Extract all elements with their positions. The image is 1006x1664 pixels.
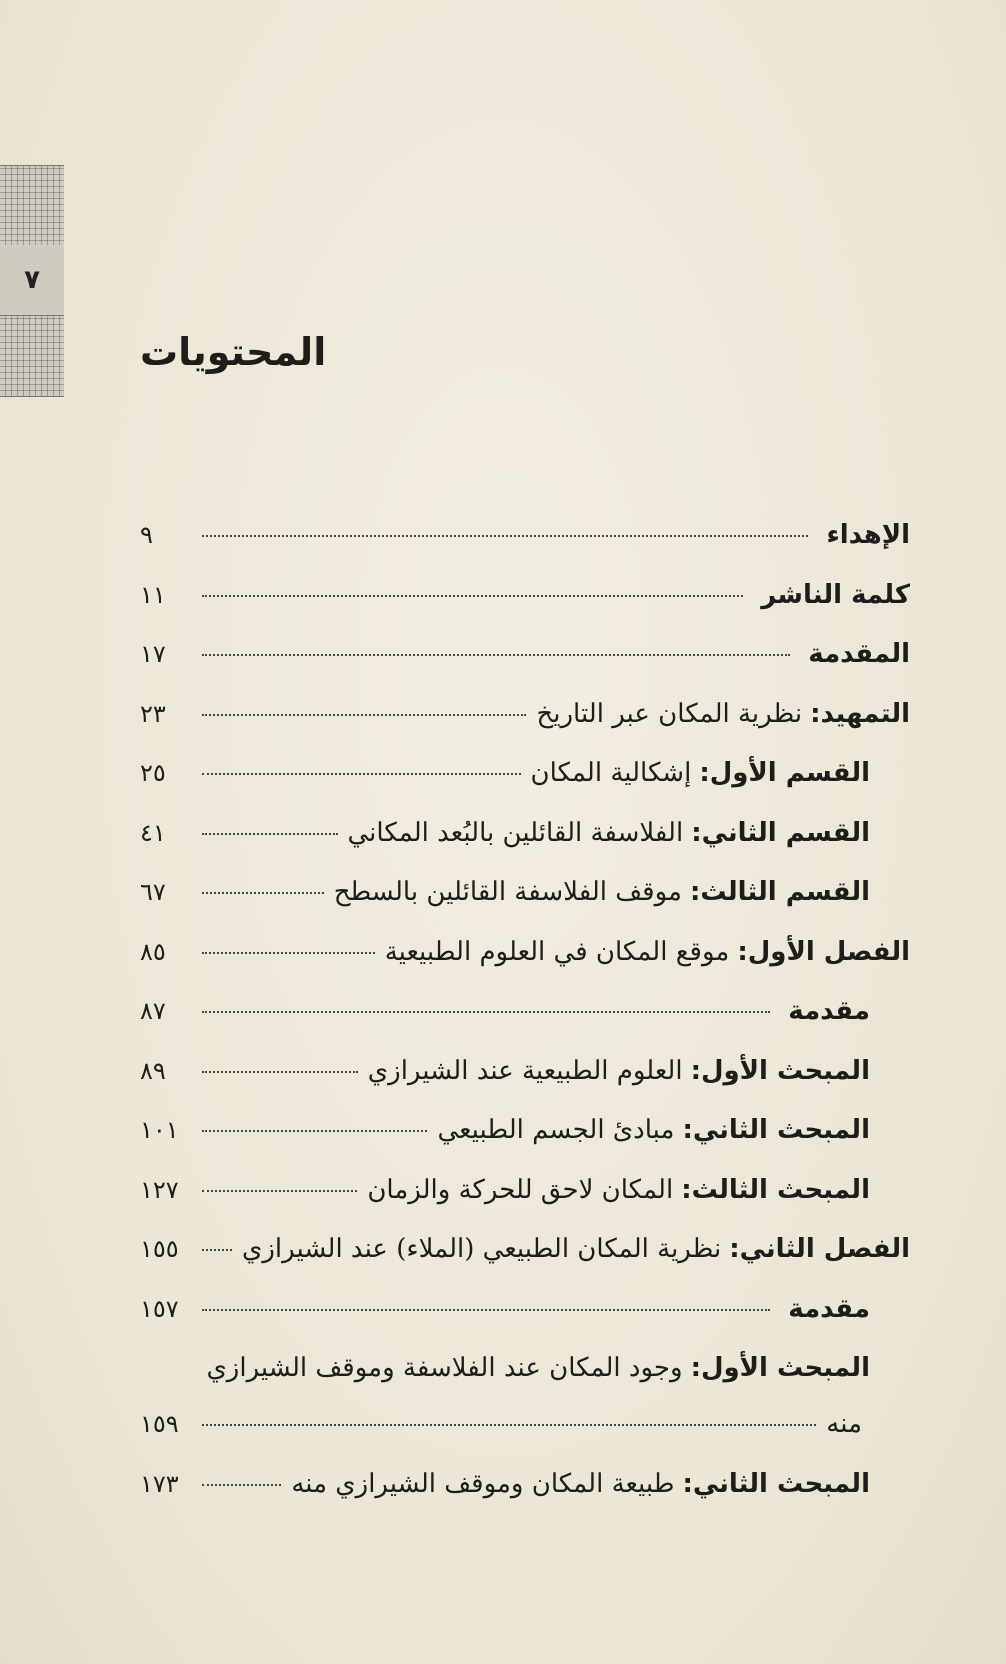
dot-leader [202, 1484, 281, 1486]
toc-entry-title: إشكالية المكان [530, 758, 692, 788]
toc-entry [140, 937, 910, 997]
toc-entry-page: ٤١ [140, 818, 166, 847]
toc-entry-label: الإهداء [826, 520, 910, 550]
toc-entry-page: ١٥٧ [140, 1294, 179, 1323]
toc-entry-page: ١٢٧ [140, 1175, 179, 1204]
toc-entry [140, 1115, 910, 1175]
toc-entry-page: ٦٧ [140, 878, 166, 906]
dot-leader [202, 714, 526, 716]
side-tab [0, 165, 64, 395]
toc-entry-page: ١٧٣ [140, 1469, 179, 1498]
dot-leader [202, 1130, 427, 1132]
dot-leader [202, 1249, 232, 1251]
toc-entry-title: موقع المكان في العلوم الطبيعية [384, 936, 730, 967]
toc-entry [140, 1234, 910, 1294]
toc-entry-title: العلوم الطبيعية عند الشيرازي [367, 1055, 683, 1086]
toc-entry-label: المقدمة [808, 639, 910, 669]
toc-entry-page: ٢٣ [140, 699, 166, 728]
toc-entry [140, 758, 910, 818]
toc-entry-title: مبادئ الجسم الطبيعي [437, 1115, 675, 1145]
dot-leader [202, 833, 338, 835]
toc-entry [140, 877, 910, 937]
toc-entry-title: الفلاسفة القائلين بالبُعد المكاني [347, 817, 684, 848]
toc-entry-title: موقف الفلاسفة القائلين بالسطح [333, 877, 682, 907]
toc-entry [140, 520, 910, 580]
toc-entry-page: ٨٧ [140, 997, 166, 1025]
page-number: ٧ [0, 245, 64, 315]
dot-leader [202, 952, 375, 954]
dot-leader [202, 1424, 816, 1426]
toc-entry-title: نظرية المكان الطبيعي (الملاء) عند الشيرازي [242, 1234, 722, 1264]
dot-leader [202, 595, 743, 597]
toc-entry [140, 1409, 910, 1469]
toc-entry-title: وجود المكان عند الفلاسفة وموقف الشيرازي [206, 1353, 683, 1383]
toc-entry-label: الفصل الثاني: [729, 1234, 910, 1264]
toc-entry-label: التمهيد: [810, 698, 910, 729]
toc-entry-page: ١١ [140, 580, 166, 609]
toc-entry-page: ١٧ [140, 640, 166, 668]
toc-entry-title: منه [826, 1409, 862, 1439]
toc-entry-page: ١٠١ [140, 1116, 179, 1144]
toc-entry-page: ٩ [140, 521, 153, 549]
dot-leader [202, 1190, 357, 1192]
toc-entry [140, 1056, 910, 1116]
toc-entry-label: المبحث الأول: [690, 1055, 870, 1086]
toc-entry-title: نظرية المكان عبر التاريخ [536, 698, 803, 729]
toc-entry-page: ٨٩ [140, 1056, 166, 1085]
toc-entry-page: ١٥٥ [140, 1235, 179, 1263]
page-title: المحتويات [140, 330, 327, 374]
toc-entry-label: القسم الثالث: [689, 877, 870, 907]
dot-leader [202, 773, 521, 775]
toc-entry-label: الفصل الأول: [737, 936, 910, 967]
toc-entry-label: القسم الأول: [699, 758, 870, 788]
toc-entry-label: المبحث الثالث: [681, 1174, 870, 1205]
dot-leader [202, 1011, 770, 1013]
ornament-bottom-icon [0, 315, 64, 397]
toc-entry-label: المبحث الثاني: [682, 1468, 870, 1499]
toc-entry-page: ١٥٩ [140, 1410, 179, 1438]
toc-entry [140, 818, 910, 878]
table-of-contents [140, 520, 910, 1528]
toc-entry [140, 1175, 910, 1235]
toc-entry [140, 1469, 910, 1529]
toc-entry [140, 1353, 910, 1409]
toc-entry-title: المكان لاحق للحركة والزمان [367, 1174, 674, 1205]
toc-entry [140, 996, 910, 1056]
dot-leader [202, 892, 324, 894]
dot-leader [202, 1309, 770, 1311]
toc-entry-label: المبحث الثاني: [682, 1115, 870, 1145]
dot-leader [202, 535, 808, 537]
toc-entry-label: مقدمة [788, 1293, 870, 1324]
toc-entry-label: القسم الثاني: [691, 817, 870, 848]
toc-entry [140, 699, 910, 759]
toc-entry-title: طبيعة المكان وموقف الشيرازي منه [291, 1468, 675, 1499]
dot-leader [202, 654, 790, 656]
toc-entry-page: ٢٥ [140, 759, 166, 787]
toc-entry-page: ٨٥ [140, 937, 166, 966]
toc-entry-label: المبحث الأول: [690, 1353, 870, 1383]
toc-entry [140, 1294, 910, 1354]
toc-entry [140, 639, 910, 699]
toc-entry [140, 580, 910, 640]
ornament-top-icon [0, 165, 64, 247]
dot-leader [202, 1071, 358, 1073]
toc-entry-label: مقدمة [788, 996, 870, 1026]
toc-entry-label: كلمة الناشر [761, 579, 910, 610]
